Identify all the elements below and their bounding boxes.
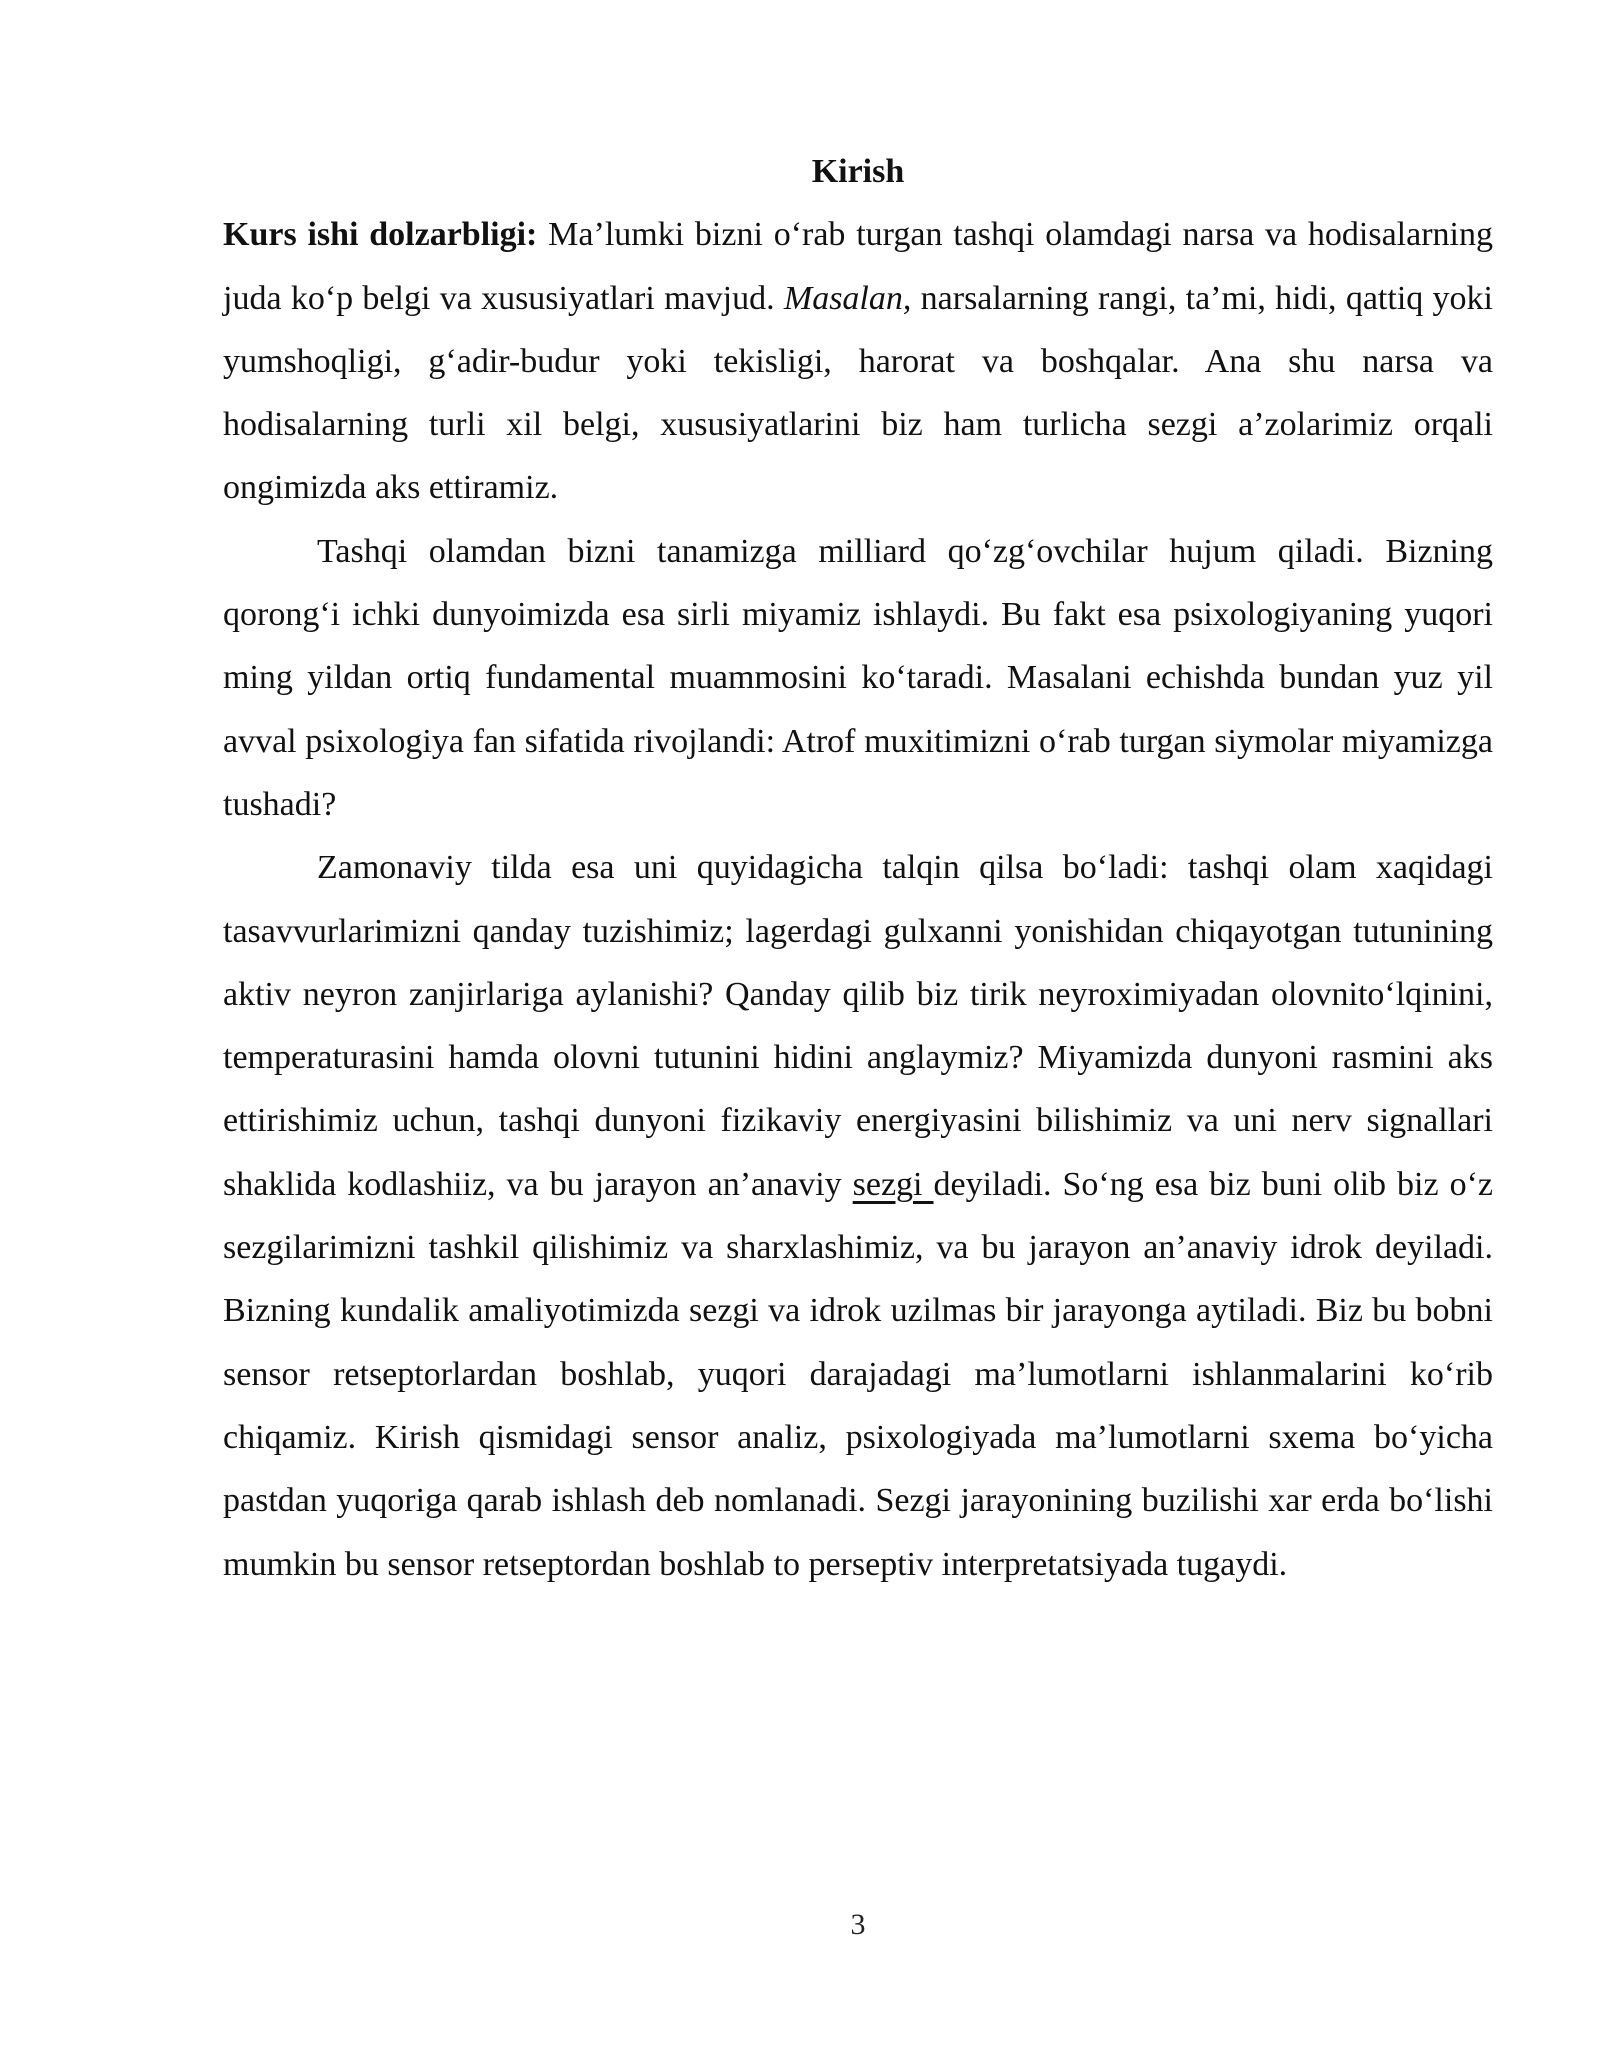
page-title: Kirish (811, 153, 905, 190)
paragraph-relevance (223, 203, 1493, 519)
relevance-text-part1: Ma’lumki bizni o‘rab turgan tashqi olamdagi narsa va hodisalarning juda ko‘p belgi va xususiyatlari mavjud. (223, 216, 1493, 317)
page-number: 3 (850, 1908, 866, 1941)
paragraph-perception (223, 836, 1493, 1596)
paragraph-stimuli: Tashqi olamdan bizni tanamizga milliard qo‘zg‘ovchilar hujum qiladi. Bizning qorong‘i ichki dunyoimizda esa sirli miyamiz ishlaydi. Bu fakt esa psixologiyaning yuqori ming yildan ortiq fundamental muammosini ko‘taradi. Masalani echishda bundan yuz yil avval psixologiya fan sifatida rivojlandi: Atrof muxitimizni o‘rab turgan siymolar miyamizga tushadi? (223, 532, 1493, 823)
document-body (223, 140, 1493, 1596)
relevance-emphasis: Masalan, (783, 279, 912, 317)
perception-text-part2: deyiladi. So‘ng esa biz buni olib biz o‘z sezgilarimizni tashkil qilishimiz va sharxlashimiz, va bu jarayon an’anaviy idrok deyiladi. Bizning kundalik amaliyotimizda sezgi va idrok uzilmas bir jarayonga aytiladi. Biz bu bobni sensor retseptorlardan boshlab, yuqori darajadagi ma’lumotlarni ishlanmalarini ko‘rib chiqamiz. Kirish qismidagi sensor analiz, psixologiyada ma’lumotlarni sxema bo‘yicha pastdan yuqoriga qarab ishlash deb nomlanadi. Sezgi jarayonining buzilishi xar erda bo‘lishi mumkin bu sensor retseptordan boshlab to perseptiv interpretatsiyada tugaydi. (223, 1165, 1493, 1583)
relevance-text-part2: narsalarning rangi, ta’mi, hidi, qattiq yoki yumshoqligi, g‘adir-budur yoki tekisligi, harorat va boshqalar. Ana shu narsa va hodisalarning turli xil belgi, xususiyatlarini biz ham turlicha sezgi a’zolarimiz orqali ongimizda aks ettiramiz. (223, 279, 1493, 507)
perception-text-part1: Zamonaviy tilda esa uni quyidagicha talqin qilsa bo‘ladi: tashqi olam xaqidagi tasavvurlarimizni qanday tuzishimiz; lagerdagi gulxanni yonishidan chiqayotgan tutunining aktiv neyron zanjirlariga aylanishi? Qanday qilib biz tirik neyroximiyadan olovnito‘lqinini, temperaturasini hamda olovni tutunini hidini anglaymiz? Miyamizda dunyoni rasmini aks ettirishimiz uchun, tashqi dunyoni fizikaviy energiyasini bilishimiz va uni nerv signallari shaklida kodlashiiz, va bu jarayon an’anaviy (223, 849, 1493, 1203)
relevance-label: Kurs ishi dolzarbligi: (223, 216, 538, 254)
underlined-term: sezgi (852, 1165, 934, 1203)
